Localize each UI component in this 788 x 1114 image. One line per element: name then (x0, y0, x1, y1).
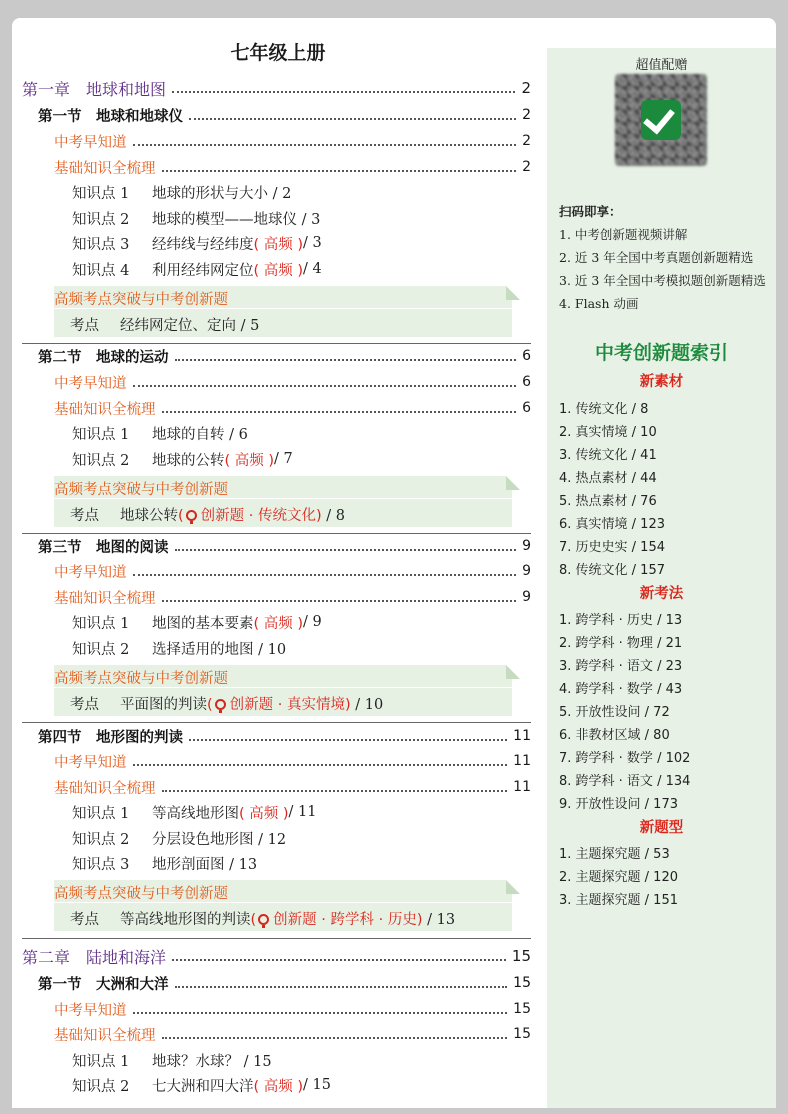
toc-column (12, 18, 544, 1108)
index-group-title: 新考法 (639, 586, 684, 602)
page-number: 9 (522, 538, 531, 554)
index-item[interactable]: 7. 历史史实 / 154 (559, 540, 665, 555)
chapter-label: 第一章 地球和地图 (22, 79, 167, 99)
kaodian-page: / 8 (321, 508, 346, 524)
scan-heading: 扫码即享： (559, 204, 622, 219)
kp-text: 地球？水球？ / 15 (152, 1053, 272, 1070)
chapter-label: 第二章 陆地和海洋 (22, 947, 167, 967)
check-icon (641, 100, 681, 140)
sub-label: 中考早知道 (54, 134, 127, 151)
index-item[interactable]: 2. 主题探究题 / 120 (559, 870, 678, 885)
toc-sub-zhongkao[interactable] (54, 559, 531, 583)
kaodian-page: / 13 (422, 912, 456, 928)
innovation-tag-text: 创新题 · 真实情境 (229, 697, 345, 713)
high-freq-tag: ( 高频 ) (253, 262, 304, 279)
kp-text: 地图的基本要素 (152, 615, 254, 632)
high-freq-tag: ( 高频 ) (239, 805, 289, 822)
section-label: 第一节 大洲和大洋 (38, 976, 169, 993)
kp-number: 知识点 1 (72, 805, 130, 822)
section-label: 第一节 地球和地球仪 (38, 108, 183, 125)
sub-label: 中考早知道 (54, 1002, 127, 1019)
index-item[interactable]: 1. 跨学科 · 历史 / 13 (559, 613, 683, 628)
scan-item[interactable]: 1. 中考创新题视频讲解 (559, 227, 688, 242)
kp-number: 知识点 1 (72, 426, 130, 443)
gaopin-tab[interactable] (54, 665, 512, 687)
innovation-tag: ( 创新题 · 跨学科 · 历史) (250, 912, 423, 928)
kp-number: 知识点 3 (72, 856, 130, 873)
knowledge-point[interactable] (72, 257, 322, 281)
toc-section-2[interactable] (38, 344, 531, 368)
knowledge-point[interactable] (72, 636, 286, 660)
kp-page: / 4 (303, 261, 322, 277)
knowledge-point[interactable] (72, 180, 291, 204)
kp-text: 地形剖面图 / 13 (152, 856, 258, 873)
knowledge-point[interactable] (72, 800, 317, 824)
knowledge-point[interactable] (72, 610, 322, 634)
scan-item[interactable]: 3. 近 3 年全国中考模拟题创新题精选 (559, 273, 766, 288)
kp-page: / 9 (303, 614, 322, 630)
kp-number: 知识点 1 (72, 1053, 130, 1070)
kp-number: 知识点 1 (72, 185, 130, 202)
index-item[interactable]: 8. 跨学科 · 语文 / 134 (559, 774, 691, 789)
page-number: 11 (513, 728, 531, 744)
page-number: 6 (522, 348, 531, 364)
tab-title: 高频考点突破与中考创新题 (54, 292, 228, 308)
toc-section-5[interactable] (38, 971, 531, 995)
page (12, 18, 776, 1108)
toc-chapter-1[interactable] (22, 76, 531, 100)
kp-number: 知识点 2 (72, 1078, 130, 1095)
page-number: 11 (513, 779, 531, 795)
index-item[interactable]: 9. 开放性设问 / 173 (559, 797, 678, 812)
page-number: 6 (522, 400, 531, 416)
toc-sub-jichu[interactable] (54, 155, 531, 179)
knowledge-point[interactable] (72, 826, 286, 850)
page-number: 15 (513, 1001, 531, 1017)
gaopin-tab[interactable] (54, 476, 512, 498)
sub-label: 基础知识全梳理 (54, 1027, 156, 1044)
section-label: 第三节 地图的阅读 (38, 539, 169, 556)
page-number: 9 (522, 563, 531, 579)
knowledge-point[interactable] (72, 206, 320, 230)
index-item[interactable]: 5. 开放性设问 / 72 (559, 705, 670, 720)
kaodian-text: 平面图的判读 (120, 697, 207, 713)
toc-section-1[interactable] (38, 103, 531, 127)
knowledge-point[interactable] (72, 447, 293, 471)
kp-text: 地球的自转 / 6 (152, 426, 248, 443)
toc-sub-zhongkao[interactable] (54, 997, 531, 1021)
gaopin-tab[interactable] (54, 880, 512, 902)
toc-sub-jichu[interactable] (54, 775, 531, 799)
chapter-divider (22, 938, 531, 939)
kp-number: 知识点 1 (72, 615, 130, 632)
page-number: 2 (521, 79, 531, 97)
toc-sub-zhongkao[interactable] (54, 129, 531, 153)
scan-item[interactable]: 2. 近 3 年全国中考真题创新题精选 (559, 250, 754, 265)
toc-section-4[interactable] (38, 724, 531, 748)
index-item[interactable]: 3. 传统文化 / 41 (559, 448, 657, 463)
high-freq-tag: ( 高频 ) (253, 615, 304, 632)
page-number: 2 (522, 159, 531, 175)
page-number: 15 (513, 975, 531, 991)
kaodian-text: 经纬网定位、定向 / 5 (120, 318, 260, 334)
knowledge-point[interactable] (72, 421, 248, 445)
kp-page: / 15 (303, 1077, 331, 1093)
index-item[interactable]: 2. 跨学科 · 物理 / 21 (559, 636, 683, 651)
knowledge-point[interactable] (72, 1073, 331, 1097)
sub-label: 基础知识全梳理 (54, 780, 156, 797)
section-label: 第四节 地形图的判读 (38, 729, 183, 746)
index-item[interactable]: 6. 非教材区域 / 80 (559, 728, 670, 743)
knowledge-point[interactable] (72, 1048, 272, 1072)
kaodian-box[interactable] (54, 903, 512, 931)
kp-text: 地球的形状与大小 / 2 (152, 185, 292, 202)
kaodian-label: 考点 (70, 912, 99, 928)
index-title: 中考创新题索引 (594, 342, 728, 364)
toc-chapter-2[interactable] (22, 944, 531, 968)
innovation-tag-text: 创新题 · 传统文化 (200, 508, 316, 524)
toc-section-3[interactable] (38, 534, 531, 558)
lightbulb-icon (258, 914, 269, 925)
kaodian-box[interactable] (54, 688, 512, 716)
sub-label: 中考早知道 (54, 564, 127, 581)
toc-sub-jichu[interactable] (54, 396, 531, 420)
lightbulb-icon (215, 699, 226, 710)
knowledge-point[interactable] (72, 851, 257, 875)
section-label: 第二节 地球的运动 (38, 349, 169, 366)
kaodian-box[interactable] (54, 499, 512, 527)
kaodian-text: 地球公转 (120, 508, 178, 524)
innovation-tag: ( 创新题 · 真实情境) (207, 697, 351, 713)
index-item[interactable]: 4. 热点素材 / 44 (559, 471, 657, 486)
lightbulb-icon (186, 510, 197, 521)
sub-label: 中考早知道 (54, 375, 127, 392)
sub-label: 中考早知道 (54, 754, 127, 771)
kp-text: 地球的公转 (152, 452, 225, 469)
high-freq-tag: ( 高频 ) (253, 1078, 304, 1095)
kp-page: / 3 (303, 235, 322, 251)
sidebar (547, 48, 776, 1108)
gaopin-tab[interactable] (54, 286, 512, 308)
page-number: 15 (511, 947, 531, 965)
kp-text: 选择适用的地图 / 10 (152, 641, 287, 658)
scan-item[interactable]: 4. Flash 动画 (559, 296, 639, 311)
page-number: 9 (522, 589, 531, 605)
kp-number: 知识点 2 (72, 211, 130, 228)
index-item[interactable]: 2. 真实情境 / 10 (559, 425, 657, 440)
page-number: 6 (522, 374, 531, 390)
page-number: 2 (522, 107, 531, 123)
index-item[interactable]: 1. 主题探究题 / 53 (559, 847, 670, 862)
toc-sub-zhongkao[interactable] (54, 370, 531, 394)
innovation-tag: ( 创新题 · 传统文化) (178, 508, 322, 524)
page-number: 2 (522, 133, 531, 149)
high-freq-tag: ( 高频 ) (224, 452, 275, 469)
index-item[interactable]: 8. 传统文化 / 157 (559, 563, 665, 578)
tab-title: 高频考点突破与中考创新题 (54, 482, 228, 498)
section-divider (22, 722, 531, 723)
innovation-tag-text: 创新题 · 跨学科 · 历史 (273, 912, 417, 928)
tab-title: 高频考点突破与中考创新题 (54, 886, 228, 902)
bonus-title: 超值配赠 (635, 58, 688, 73)
sub-label: 基础知识全梳理 (54, 160, 156, 177)
kp-page: / 7 (274, 451, 293, 467)
index-item[interactable]: 7. 跨学科 · 数学 / 102 (559, 751, 691, 766)
index-item[interactable]: 5. 热点素材 / 76 (559, 494, 657, 509)
toc-sub-zhongkao[interactable] (54, 749, 531, 773)
index-group-title: 新素材 (639, 374, 684, 390)
kaodian-page: / 10 (350, 697, 384, 713)
index-item[interactable]: 3. 主题探究题 / 151 (559, 893, 678, 908)
index-item[interactable]: 4. 跨学科 · 数学 / 43 (559, 682, 683, 697)
kp-text: 利用经纬网定位 (152, 262, 254, 279)
tab-title: 高频考点突破与中考创新题 (54, 671, 228, 687)
kp-text: 分层设色地形图 / 12 (152, 831, 287, 848)
kp-page: / 11 (288, 804, 317, 820)
page-number: 15 (513, 1026, 531, 1042)
kp-number: 知识点 2 (72, 641, 130, 658)
kp-text: 地球的模型——地球仪 / 3 (152, 211, 321, 228)
kp-number: 知识点 2 (72, 452, 130, 469)
kp-number: 知识点 4 (72, 262, 130, 279)
page-number: 11 (513, 753, 531, 769)
book-title: 七年级上册 (230, 42, 326, 64)
kaodian-label: 考点 (70, 508, 99, 524)
kp-text: 等高线地形图 (152, 805, 239, 822)
knowledge-point[interactable] (72, 231, 322, 255)
index-group-title: 新题型 (639, 820, 684, 836)
kp-text: 七大洲和四大洋 (152, 1078, 254, 1095)
kp-number: 知识点 3 (72, 236, 130, 253)
kaodian-label: 考点 (70, 318, 99, 334)
index-item[interactable]: 3. 跨学科 · 语文 / 23 (559, 659, 683, 674)
kp-text: 经纬线与经纬度 (152, 236, 254, 253)
high-freq-tag: ( 高频 ) (253, 236, 304, 253)
kaodian-text: 等高线地形图的判读 (120, 912, 251, 928)
toc-sub-jichu[interactable] (54, 585, 531, 609)
kaodian-label: 考点 (70, 697, 99, 713)
sub-label: 基础知识全梳理 (54, 590, 156, 607)
kp-number: 知识点 2 (72, 831, 130, 848)
toc-sub-jichu[interactable] (54, 1022, 531, 1046)
kaodian-box[interactable] (54, 309, 512, 337)
index-item[interactable]: 6. 真实情境 / 123 (559, 517, 665, 532)
index-item[interactable]: 1. 传统文化 / 8 (559, 402, 649, 417)
sub-label: 基础知识全梳理 (54, 401, 156, 418)
